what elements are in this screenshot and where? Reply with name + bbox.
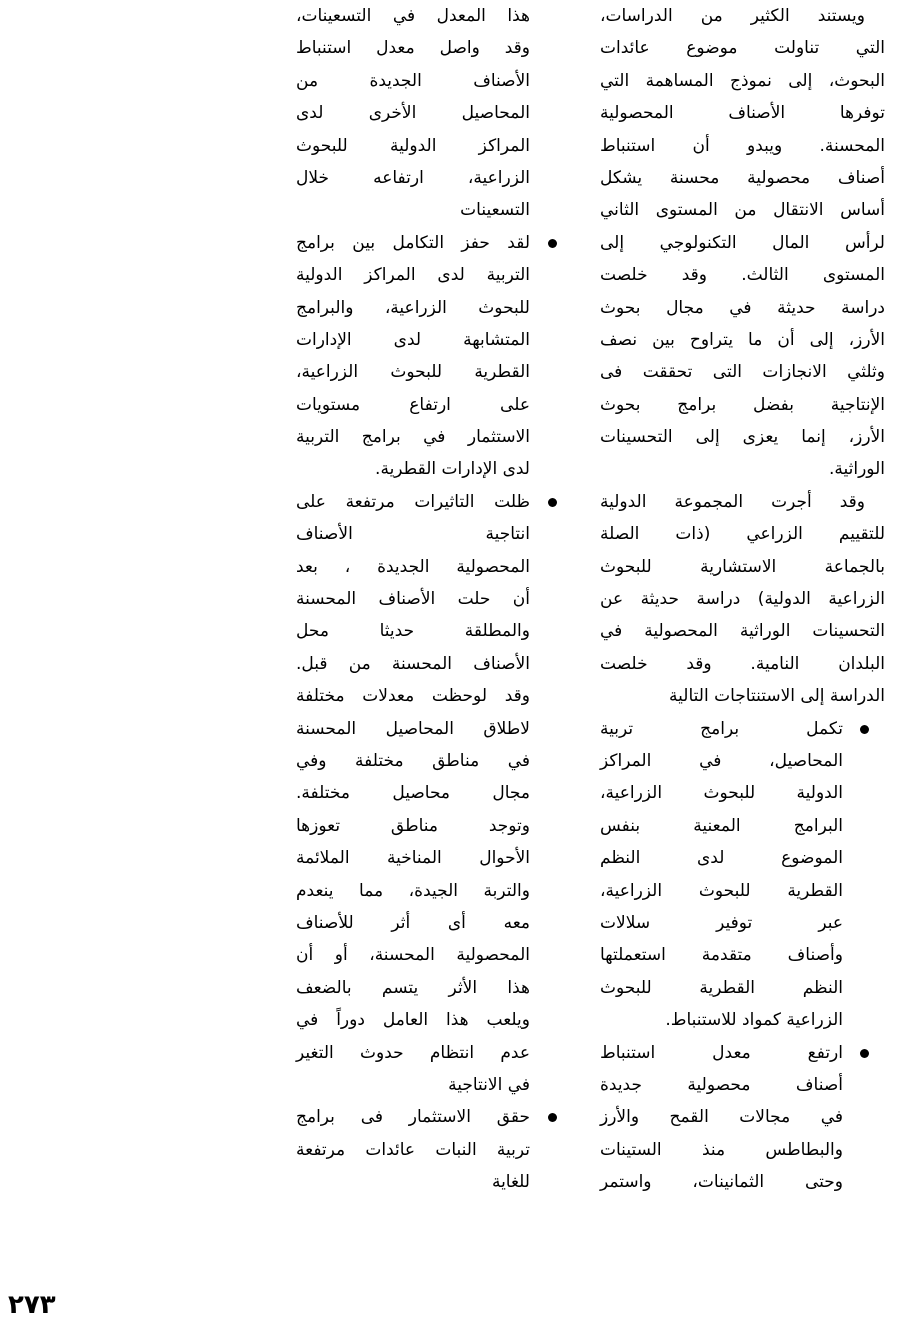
text-line: [296, 745, 576, 777]
bullet-icon: [548, 498, 557, 507]
text-line: [600, 745, 885, 777]
text-line: [296, 292, 576, 324]
text-line: [600, 292, 885, 324]
line-text: على ارتفاع مستويات: [296, 394, 530, 415]
text-line: [600, 810, 885, 842]
text-line: [296, 1101, 576, 1133]
text-line: [296, 32, 576, 64]
line-text: المحاصيل الأخرى لدى: [296, 103, 530, 124]
text-line: [296, 65, 576, 97]
bullet-icon: [548, 239, 557, 248]
line-text: الوراثية.: [829, 459, 885, 480]
line-text: المحصولية الجديدة ، بعد: [296, 556, 530, 577]
text-line: [600, 1069, 885, 1101]
line-text: أصناف محصولية جديدة: [600, 1074, 843, 1095]
line-text: القطرية للبحوث الزراعية،: [296, 362, 530, 383]
line-text: الموضوع لدى النظم: [600, 848, 843, 869]
text-line: [600, 518, 885, 550]
line-text: البحوث، إلى نموذج المساهمة التي: [600, 70, 885, 91]
text-line: [600, 421, 885, 453]
line-text: المراكز الدولية للبحوث: [296, 135, 530, 156]
line-text: وأصناف متقدمة استعملتها: [600, 945, 843, 966]
line-text: للغاية: [491, 1172, 530, 1193]
text-line: [600, 162, 885, 194]
text-line: [296, 972, 576, 1004]
text-line: [296, 194, 576, 226]
line-text: في مناطق مختلفة وفي: [296, 750, 530, 771]
line-text: للتقييم الزراعي (ذات الصلة: [600, 524, 885, 545]
line-text: عبر توفير سلالات: [600, 912, 843, 933]
text-line: [296, 1037, 576, 1069]
line-text: المتشابهة لدى الإدارات: [296, 329, 530, 350]
text-line: [600, 583, 885, 615]
text-line: [296, 1069, 576, 1101]
text-line: [600, 939, 885, 971]
line-text: الأصناف الجديدة من: [296, 70, 530, 91]
line-text: القطرية للبحوث الزراعية،: [600, 880, 843, 901]
text-line: [296, 97, 576, 129]
text-line: [296, 389, 576, 421]
line-text: تربية النبات عائدات مرتفعة: [296, 1139, 530, 1160]
line-text: لقد حفز التكامل بين برامج: [296, 232, 530, 253]
text-column-left: [296, 0, 576, 1198]
text-line: [296, 777, 576, 809]
line-text: وتوجد مناطق تعوزها: [296, 815, 530, 836]
text-line: [600, 972, 885, 1004]
text-line: [296, 259, 576, 291]
text-line: [600, 486, 885, 518]
text-line: [296, 615, 576, 647]
text-line: [296, 583, 576, 615]
text-line: [296, 551, 576, 583]
text-line: [296, 939, 576, 971]
text-line: [296, 0, 576, 32]
line-text: الإنتاجية بفضل برامج بحوث: [600, 394, 885, 415]
text-line: [600, 777, 885, 809]
text-line: [600, 648, 885, 680]
line-text: الدولية للبحوث الزراعية،: [600, 783, 843, 804]
line-text: المستوى الثالث. وقد خلصت: [600, 265, 885, 286]
text-line: [600, 356, 885, 388]
line-text: مجال محاصيل مختلفة.: [296, 783, 530, 804]
text-line: [600, 97, 885, 129]
text-line: [600, 65, 885, 97]
line-text: التحسينات الوراثية المحصولية في: [600, 621, 885, 642]
bullet-icon: [548, 1113, 557, 1122]
line-text: هذا الأثر يتسم بالضعف: [296, 977, 530, 998]
line-text: وثلثي الانجازات التى تحققت فى: [600, 362, 885, 383]
text-line: [296, 1134, 576, 1166]
line-text: وقد واصل معدل استنباط: [296, 38, 530, 59]
line-text: للبحوث الزراعية، والبرامج: [296, 297, 530, 318]
text-line: [600, 0, 885, 32]
bullet-icon: [860, 725, 869, 734]
line-text: وحتى الثمانينات، واستمر: [600, 1172, 843, 1193]
line-text: التسعينات: [460, 200, 530, 221]
line-text: البرامج المعنية بنفس: [600, 815, 843, 836]
text-line: [600, 1004, 885, 1036]
text-line: [296, 907, 576, 939]
line-text: والتربة الجيدة، مما ينعدم: [296, 880, 530, 901]
line-text: الأصناف المحسنة من قبل.: [296, 653, 530, 674]
line-text: تكمل برامج تربية: [600, 718, 843, 739]
text-line: [600, 1166, 885, 1198]
line-text: والبطاطس منذ الستينات: [600, 1139, 843, 1160]
line-text: انتاجية الأصناف: [296, 524, 530, 545]
text-line: [600, 324, 885, 356]
text-line: [600, 713, 885, 745]
text-line: [296, 324, 576, 356]
text-line: [296, 842, 576, 874]
text-line: [600, 551, 885, 583]
line-text: معه أى أثر للأصناف: [296, 912, 530, 933]
text-line: [600, 389, 885, 421]
line-text: المحسنة. ويبدو أن استنباط: [600, 135, 885, 156]
text-line: [296, 130, 576, 162]
line-text: ارتفع معدل استنباط: [600, 1042, 843, 1063]
line-text: توفرها الأصناف المحصولية: [600, 103, 885, 124]
bullet-icon: [860, 1049, 869, 1058]
line-text: وقد أجرت المجموعة الدولية: [600, 491, 865, 512]
text-line: [600, 259, 885, 291]
line-text: النظم القطرية للبحوث: [600, 977, 843, 998]
text-line: [296, 162, 576, 194]
text-line: [600, 227, 885, 259]
line-text: دراسة حديثة في مجال بحوث: [600, 297, 885, 318]
text-line: [296, 356, 576, 388]
line-text: التربية لدى المراكز الدولية: [296, 265, 530, 286]
line-text: الزراعية الدولية) دراسة حديثة عن: [600, 589, 885, 610]
line-text: الدراسة إلى الاستنتاجات التالية: [669, 686, 885, 707]
line-text: حقق الاستثمار فى برامج: [296, 1107, 530, 1128]
line-text: الأحوال المناخية الملائمة: [296, 848, 530, 869]
text-line: [600, 130, 885, 162]
text-line: [296, 421, 576, 453]
line-text: الأرز، إلى أن ما يتراوح بين نصف: [600, 329, 885, 350]
text-line: [600, 615, 885, 647]
text-line: [296, 1166, 576, 1198]
line-text: الزراعية كمواد للاستنباط.: [665, 1010, 843, 1031]
line-text: هذا المعدل في التسعينات،: [296, 6, 530, 26]
text-line: [296, 1004, 576, 1036]
line-text: أصناف محصولية محسنة يشكل: [600, 167, 885, 188]
line-text: الزراعية، ارتفاعه خلال: [296, 167, 530, 188]
text-line: [296, 486, 576, 518]
text-line: [296, 680, 576, 712]
text-line: [600, 194, 885, 226]
text-line: [600, 842, 885, 874]
text-line: [600, 907, 885, 939]
text-line: [600, 1101, 885, 1133]
line-text: أن حلت الأصناف المحسنة: [296, 589, 530, 610]
line-text: لرأس المال التكنولوجي إلى: [600, 232, 885, 253]
line-text: المحصولية المحسنة، أو أن: [296, 945, 530, 966]
line-text: التي تناولت موضوع عائدات: [600, 38, 885, 59]
line-text: في الانتاجية: [448, 1074, 530, 1095]
line-text: أساس الانتقال من المستوى الثاني: [600, 200, 885, 221]
line-text: عدم انتظام حدوث التغير: [296, 1042, 530, 1063]
line-text: لدى الإدارات القطرية.: [375, 459, 530, 480]
line-text: ظلت التاثيرات مرتفعة على: [296, 491, 530, 512]
text-line: [296, 648, 576, 680]
line-text: الأرز، إنما يعزى إلى التحسينات: [600, 427, 885, 448]
line-text: في مجالات القمح والأرز: [600, 1107, 843, 1128]
text-line: [600, 875, 885, 907]
text-line: [296, 518, 576, 550]
text-line: [296, 227, 576, 259]
line-text: البلدان النامية. وقد خلصت: [600, 653, 885, 674]
text-line: [600, 32, 885, 64]
text-line: [296, 875, 576, 907]
text-line: [296, 453, 576, 485]
line-text: والمطلقة حديثا محل: [296, 621, 530, 642]
text-line: [600, 680, 885, 712]
page-number: ٢٧٣: [8, 1290, 56, 1320]
text-line: [600, 1134, 885, 1166]
text-column-right: [600, 0, 885, 1198]
text-line: [296, 713, 576, 745]
text-line: [296, 810, 576, 842]
line-text: الاستثمار في برامج التربية: [296, 427, 530, 448]
line-text: لاطلاق المحاصيل المحسنة: [296, 718, 530, 739]
line-text: وقد لوحظت معدلات مختلفة: [296, 686, 530, 707]
line-text: المحاصيل، في المراكز: [600, 750, 843, 771]
line-text: ويستند الكثير من الدراسات،: [600, 6, 865, 26]
line-text: بالجماعة الاستشارية للبحوث: [600, 556, 885, 577]
text-line: [600, 1037, 885, 1069]
text-line: [600, 453, 885, 485]
line-text: ويلعب هذا العامل دوراً في: [296, 1010, 530, 1031]
